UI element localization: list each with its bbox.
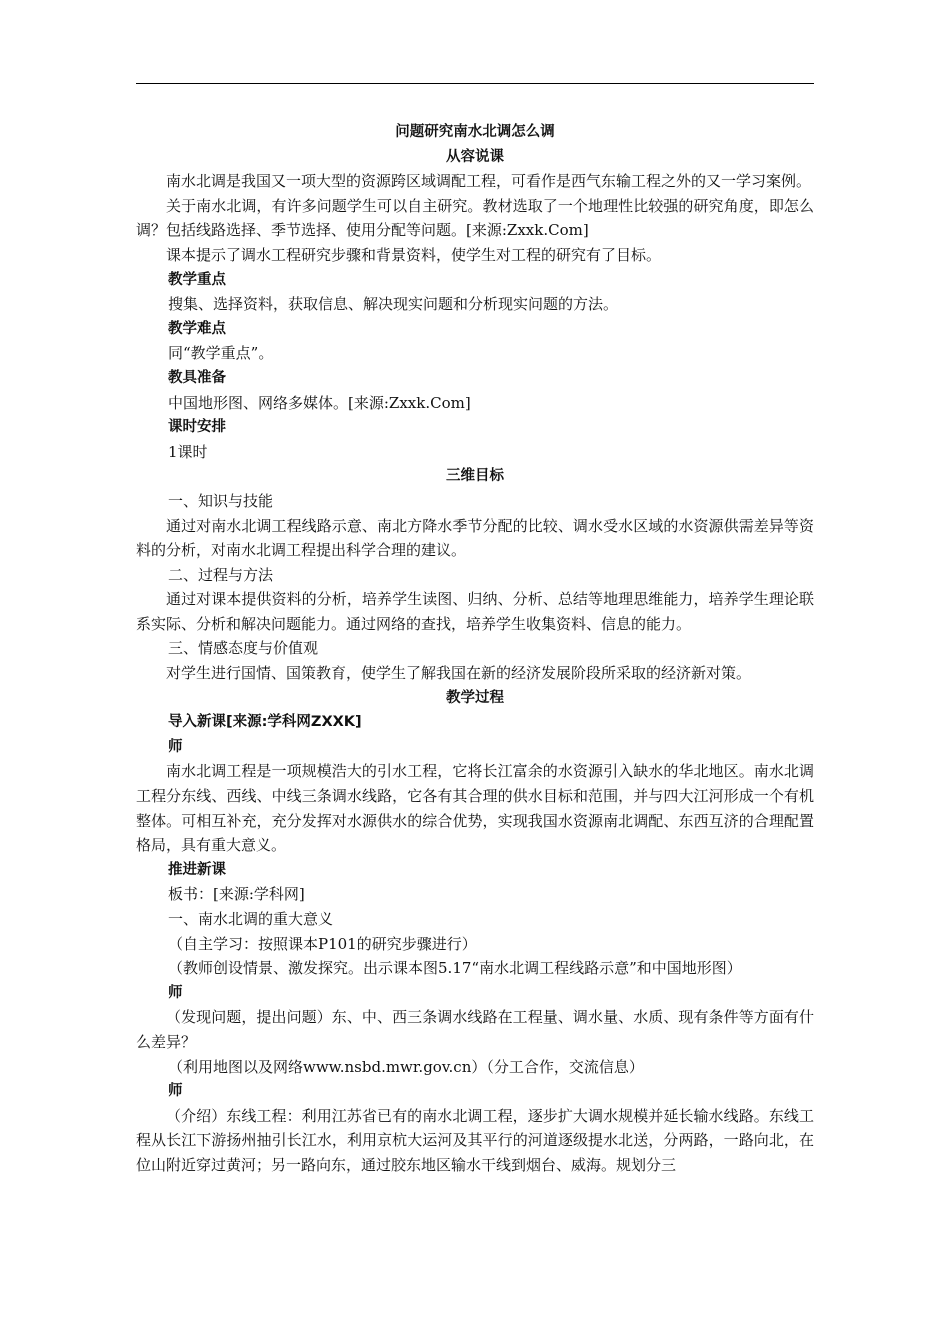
text-self-study: （自主学习：按照课本P101的研究步骤进行） bbox=[168, 934, 477, 953]
teacher-label: 师 bbox=[168, 984, 183, 1001]
teacher-label: 师 bbox=[168, 1083, 183, 1100]
text-board: 板书：[来源:学科网] bbox=[168, 885, 305, 904]
text-map-network: （利用地图以及网络www.nsbd.mwr.gov.cn）（分工合作，交流信息） bbox=[168, 1057, 644, 1076]
teacher-label: 师 bbox=[168, 738, 183, 755]
heading-three-goals: 三维目标 bbox=[446, 468, 504, 485]
heading-teaching-process: 教学过程 bbox=[446, 689, 504, 706]
text-tools: 中国地形图、网络多媒体。[来源:Zxxk.Com] bbox=[168, 393, 471, 412]
paragraph-east-line: （介绍）东线工程：利用江苏省已有的南水北调工程，逐步扩大调水规模并延长输水线路。东线工程从长江下游扬州抽引长江水，利用京杭大运河及其平行的河道逐级提水北送，分两路，一路向北，在位山附近穿过黄河；另一路向东，通过胶东地区输水干线到烟台、威海。规划分三 bbox=[136, 1106, 814, 1174]
paragraph-new-lesson-intro: 南水北调工程是一项规模浩大的引水工程，它将长江富余的水资源引入缺水的华北地区。南水北调工程分东线、西线、中线三条调水线路，它各有其合理的供水目标和范围，并与四大江河形成一个有机整体。可相互补充，充分发挥对水源供水的综合优势，实现我国水资源南北调配、东西互济的合理配置格局，具有重大意义。 bbox=[136, 762, 814, 855]
heading-key-points: 教学重点 bbox=[168, 271, 226, 288]
goal3-text: 对学生进行国情、国策教育，使学生了解我国在新的经济发展阶段所采取的经济新对策。 bbox=[166, 664, 752, 683]
goal1-text: 通过对南水北调工程线路示意、南北方降水季节分配的比较、调水受水区域的水资源供需差异等资料的分析，对南水北调工程提出科学合理的建议。 bbox=[136, 516, 814, 560]
goal2-heading: 二、过程与方法 bbox=[168, 565, 274, 584]
text-key-points: 搜集、选择资料，获取信息、解决现实问题和分析现实问题的方法。 bbox=[168, 295, 619, 314]
heading-tools: 教具准备 bbox=[168, 369, 226, 386]
document-body bbox=[136, 120, 814, 1178]
goal2-text: 通过对课本提供资料的分析，培养学生读图、归纳、分析、总结等地理思维能力，培养学生理论联系实际、分析和解决问题能力。通过网络的查找，培养学生收集资料、信息的能力。 bbox=[136, 590, 814, 633]
heading-schedule: 课时安排 bbox=[168, 419, 226, 436]
text-difficulty: 同“教学重点”。 bbox=[168, 344, 274, 363]
text-teacher-setup: （教师创设情景、激发探究。出示课本图5.17“南水北调工程线路示意”和中国地形图） bbox=[168, 959, 742, 978]
paragraph-intro-2: 关于南水北调，有许多问题学生可以自主研究。教材选取了一个地理性比较强的研究角度，即怎么调？包括线路选择、季节选择、使用分配等问题。[来源:Zxxk.Com] bbox=[136, 196, 814, 240]
header-rule bbox=[136, 83, 814, 84]
paragraph-intro-1: 南水北调是我国又一项大型的资源跨区域调配工程，可看作是西气东输工程之外的又一学习案例。 bbox=[166, 172, 812, 191]
heading-difficulty: 教学难点 bbox=[168, 320, 226, 337]
section1-title: 一、南水北调的重大意义 bbox=[168, 910, 334, 928]
paragraph-question: （发现问题，提出问题）东、中、西三条调水线路在工程量、调水量、水质、现有条件等方面有什么差异？ bbox=[136, 1008, 814, 1051]
paragraph-intro-3: 课本提示了调水工程研究步骤和背景资料，使学生对工程的研究有了目标。 bbox=[166, 245, 662, 264]
heading-advance-lesson: 推进新课 bbox=[168, 861, 226, 878]
document-title: 问题研究南水北调怎么调 bbox=[395, 124, 555, 140]
section-heading-lesson-intro: 从容说课 bbox=[446, 148, 504, 165]
heading-new-lesson-intro: 导入新课[来源:学科网ZXXK] bbox=[168, 714, 362, 731]
goal3-heading: 三、情感态度与价值观 bbox=[168, 639, 319, 658]
text-schedule: 1课时 bbox=[168, 442, 208, 461]
goal1-heading: 一、知识与技能 bbox=[168, 491, 274, 510]
